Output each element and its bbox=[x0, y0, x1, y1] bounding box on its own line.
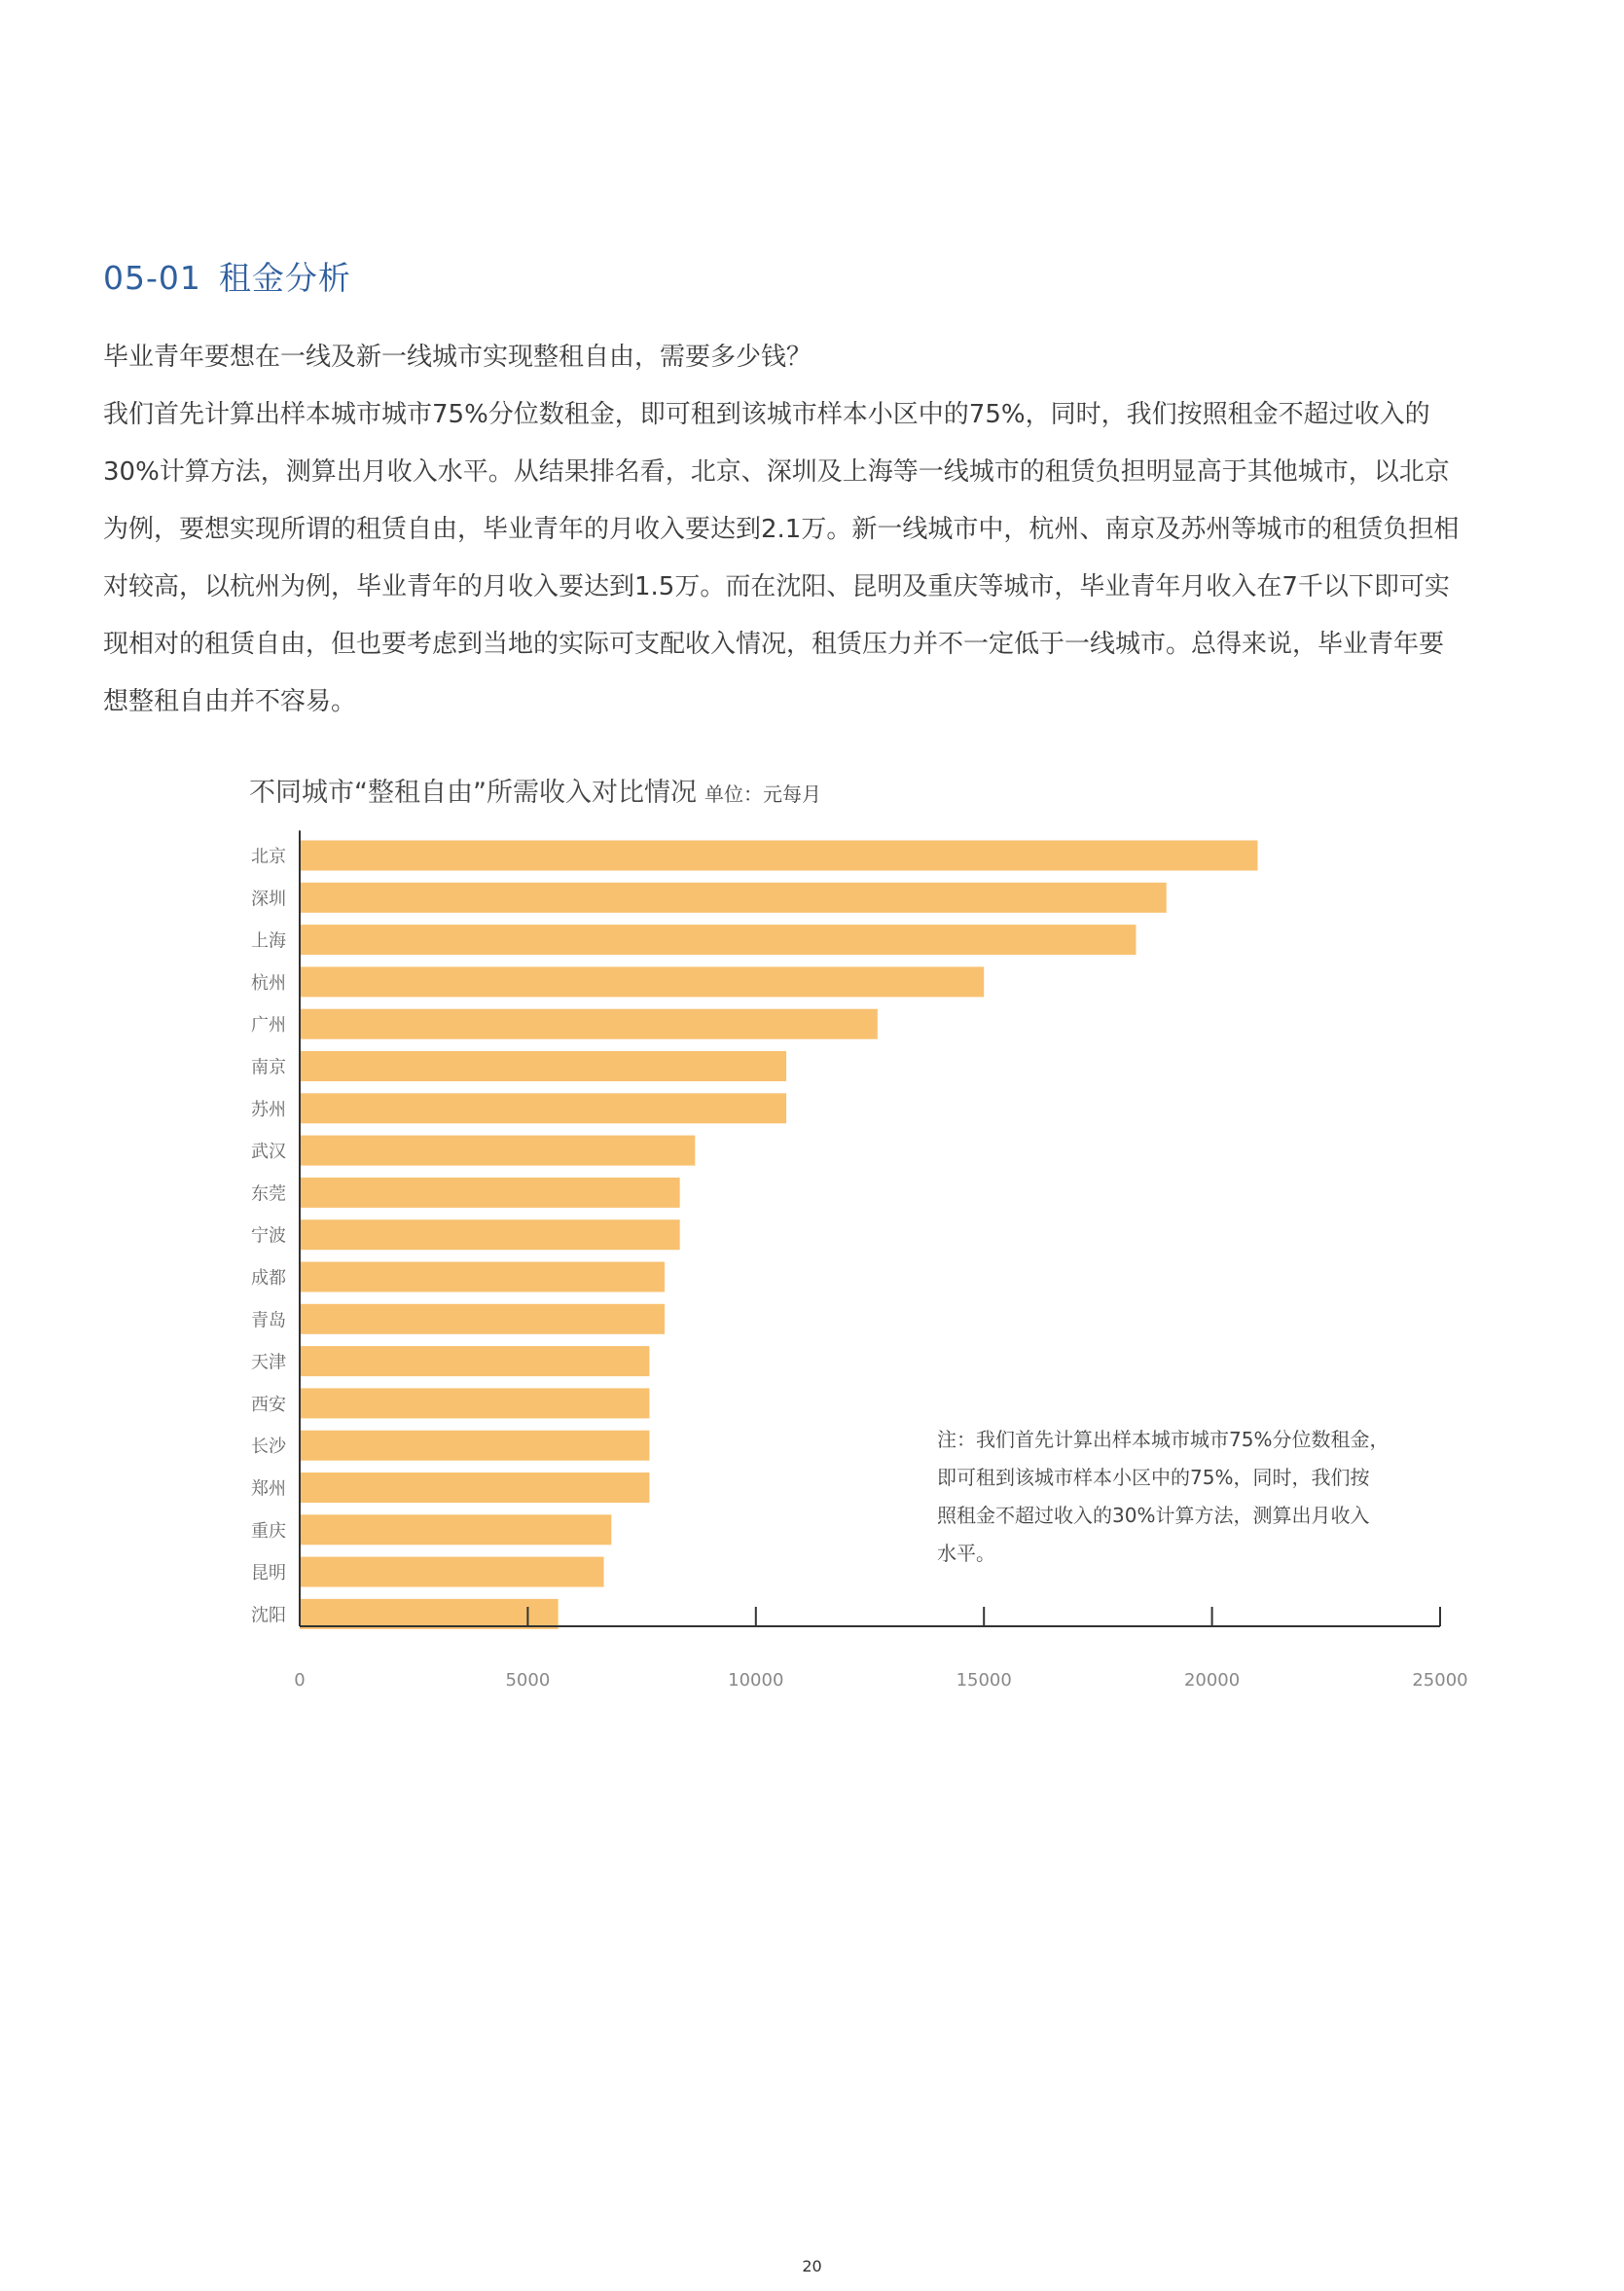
bar bbox=[300, 1051, 786, 1081]
bar bbox=[300, 1599, 559, 1629]
intro-line: 30%计算方法，测算出月收入水平。从结果排名看，北京、深圳及上海等一线城市的租赁负担明显高于其他城市，以北京 bbox=[103, 457, 1450, 487]
category-label: 上海 bbox=[251, 930, 286, 952]
category-label: 长沙 bbox=[251, 1436, 286, 1458]
page-number: 20 bbox=[802, 2257, 822, 2275]
bar bbox=[300, 1262, 665, 1292]
section-heading: 租金分析 bbox=[218, 259, 351, 297]
bar bbox=[300, 1219, 680, 1250]
category-label: 西安 bbox=[251, 1394, 286, 1415]
section-number: 05-01 bbox=[103, 259, 201, 297]
category-label: 东莞 bbox=[251, 1183, 286, 1205]
category-label: 武汉 bbox=[251, 1142, 286, 1163]
category-label: 天津 bbox=[251, 1352, 286, 1373]
x-tick-label: 10000 bbox=[728, 1670, 784, 1691]
category-label: 宁波 bbox=[251, 1225, 286, 1247]
bar bbox=[300, 1514, 611, 1545]
bar bbox=[300, 1346, 649, 1376]
intro-line: 为例，要想实现所谓的租赁自由，毕业青年的月收入要达到2.1万。新一线城市中，杭州、南京及苏州等城市的租赁负担相 bbox=[103, 515, 1460, 544]
bar bbox=[300, 841, 1257, 871]
bar bbox=[300, 925, 1136, 955]
category-label: 昆明 bbox=[251, 1563, 286, 1584]
bar bbox=[300, 1136, 695, 1166]
bar bbox=[300, 1009, 878, 1039]
chart-note bbox=[937, 1421, 1462, 1573]
category-label: 广州 bbox=[251, 1015, 286, 1036]
category-label: 苏州 bbox=[251, 1099, 286, 1120]
category-label: 郑州 bbox=[251, 1478, 286, 1500]
bar bbox=[300, 966, 984, 997]
category-label: 成都 bbox=[251, 1268, 286, 1289]
category-label: 南京 bbox=[251, 1057, 286, 1078]
intro-line: 对较高，以杭州为例，毕业青年的月收入要达到1.5万。而在沈阳、昆明及重庆等城市，毕业青年月收入在7千以下即可实 bbox=[103, 572, 1450, 601]
bar bbox=[300, 883, 1167, 913]
note-line: 注：我们首先计算出样本城市城市75%分位数租金， bbox=[937, 1428, 1389, 1451]
note-line: 水平。 bbox=[937, 1542, 995, 1565]
bar bbox=[300, 1557, 604, 1587]
category-label: 杭州 bbox=[251, 972, 286, 994]
note-line: 即可租到该城市样本小区中的75%，同时，我们按 bbox=[937, 1466, 1370, 1489]
category-label: 北京 bbox=[251, 847, 286, 867]
intro-line: 现相对的租赁自由，但也要考虑到当地的实际可支配收入情况，租赁压力并不一定低于一线城市。总得来说，毕业青年要 bbox=[103, 630, 1445, 659]
bar bbox=[300, 1093, 786, 1123]
bar bbox=[300, 1473, 649, 1503]
x-tick-label: 25000 bbox=[1412, 1670, 1468, 1691]
category-label: 重庆 bbox=[251, 1520, 286, 1542]
x-tick-label: 0 bbox=[294, 1670, 306, 1691]
category-label: 深圳 bbox=[251, 889, 286, 910]
x-tick-label: 15000 bbox=[956, 1670, 1012, 1691]
bar bbox=[300, 1388, 649, 1418]
x-tick-label: 20000 bbox=[1183, 1670, 1241, 1691]
bar bbox=[300, 1304, 665, 1334]
intro-question: 毕业青年要想在一线及新一线城市实现整租自由，需要多少钱？ bbox=[103, 343, 812, 372]
chart-unit-label: 单位：元每月 bbox=[704, 782, 821, 806]
bar bbox=[300, 1178, 680, 1208]
category-label: 沈阳 bbox=[251, 1605, 286, 1626]
bar bbox=[300, 1431, 649, 1461]
chart-title-text: 不同城市“整租自由”所需收入对比情况 bbox=[249, 778, 697, 808]
x-tick-label: 5000 bbox=[505, 1670, 551, 1691]
note-line: 照租金不超过收入的30%计算方法，测算出月收入 bbox=[937, 1504, 1370, 1527]
category-label: 青岛 bbox=[251, 1310, 286, 1331]
intro-line: 我们首先计算出样本城市城市75%分位数租金，即可租到该城市样本小区中的75%，同时，我们按照租金不超过收入的 bbox=[103, 400, 1430, 429]
intro-line: 想整租自由并不容易。 bbox=[103, 687, 357, 716]
